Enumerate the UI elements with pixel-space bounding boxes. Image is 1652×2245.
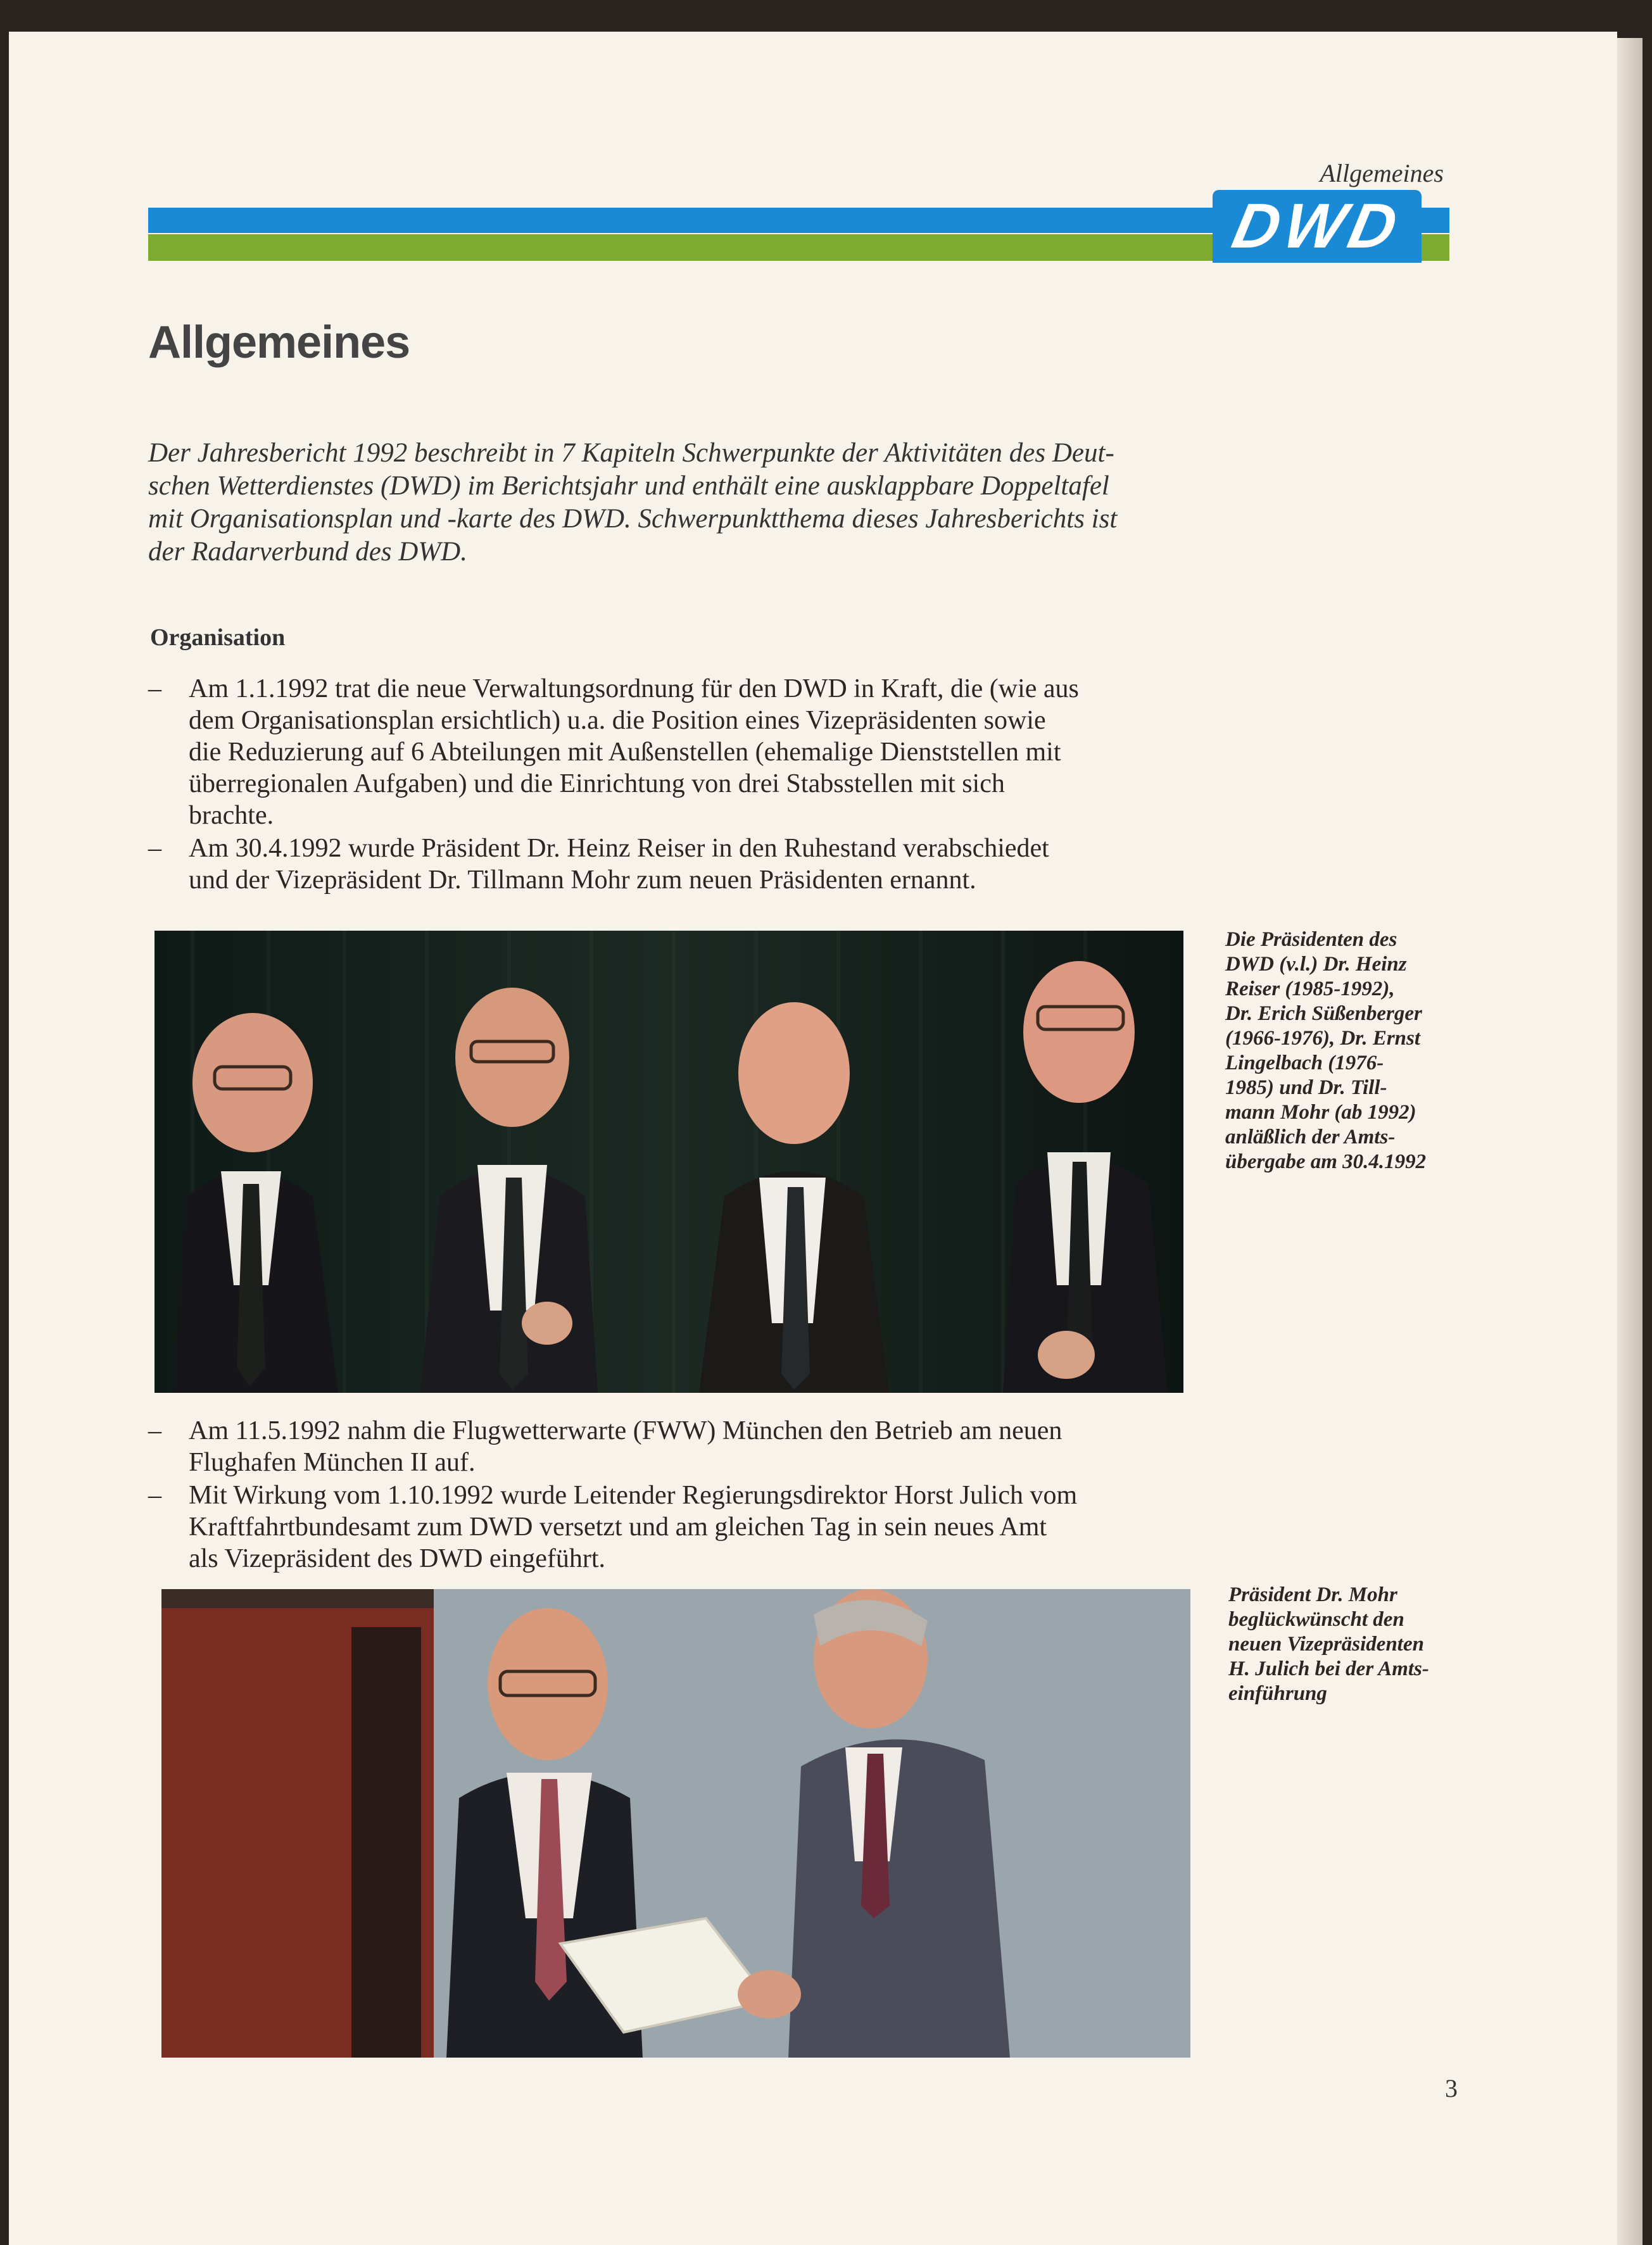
caption-line: Dr. Erich Süßenberger	[1225, 1002, 1422, 1025]
caption-line: 1985) und Dr. Till-	[1225, 1076, 1387, 1099]
dwd-logo-text: DWD	[1226, 191, 1408, 261]
caption-line: einführung	[1228, 1682, 1327, 1705]
list-item-line: Kraftfahrtbundesamt zum DWD versetzt und am gleichen Tag in sein neues Amt	[189, 1512, 1047, 1542]
list-item	[148, 1415, 1187, 1478]
caption-line: H. Julich bei der Amts-	[1228, 1657, 1429, 1680]
section-heading: Organisation	[150, 624, 286, 651]
running-head: Allgemeines	[1320, 159, 1444, 187]
caption-line: übergabe am 30.4.1992	[1225, 1150, 1427, 1173]
list-item-line: dem Organisationsplan ersichtlich) u.a. die Position eines Vizepräsidenten sowie	[189, 706, 1046, 735]
list-item-line: und der Vizepräsident Dr. Tillmann Mohr zum neuen Präsidenten ernannt.	[189, 865, 976, 895]
list-dash: –	[148, 1481, 161, 1510]
list-dash: –	[148, 1416, 161, 1445]
list-item-line: als Vizepräsident des DWD eingeführt.	[189, 1544, 605, 1573]
caption-line: Reiser (1985-1992),	[1225, 978, 1395, 1000]
list-item-line: Am 1.1.1992 trat die neue Verwaltungsordnung für den DWD in Kraft, die (wie aus	[189, 674, 1079, 703]
page-edge	[1617, 38, 1643, 2245]
caption-line: Lingelbach (1976-	[1225, 1052, 1384, 1074]
list-dash: –	[148, 674, 161, 703]
photo-caption-presidents	[1225, 928, 1485, 1174]
caption-line: Präsident Dr. Mohr	[1228, 1583, 1397, 1606]
caption-line: beglückwünscht den	[1228, 1608, 1404, 1631]
list-item	[148, 673, 1187, 831]
organisation-list	[148, 673, 1187, 897]
caption-line: Die Präsidenten des	[1225, 928, 1397, 951]
list-item-line: brachte.	[189, 801, 274, 830]
page-title: Allgemeines	[148, 317, 410, 368]
caption-line: (1966-1976), Dr. Ernst	[1225, 1027, 1421, 1050]
caption-line: mann Mohr (ab 1992)	[1225, 1101, 1416, 1124]
organisation-list-continued	[148, 1415, 1187, 1576]
list-item-line: Flughafen München II auf.	[189, 1448, 476, 1477]
photo-four-presidents	[154, 931, 1183, 1393]
list-item-line: Am 30.4.1992 wurde Präsident Dr. Heinz Reiser in den Ruhestand verabschiedet	[189, 834, 1049, 863]
photo-congratulation	[161, 1589, 1190, 2058]
caption-line: anläßlich der Amts-	[1225, 1126, 1396, 1148]
intro-line: mit Organisationsplan und -karte des DWD. Schwerpunktthema dieses Jahresberichts ist	[148, 504, 1118, 534]
list-dash: –	[148, 834, 161, 863]
intro-line: der Radarverbund des DWD.	[148, 537, 467, 567]
dwd-logo	[1213, 190, 1422, 263]
list-item-line: überregionalen Aufgaben) und die Einrichtung von drei Stabsstellen mit sich	[189, 769, 1005, 798]
intro-line: schen Wetterdienstes (DWD) im Berichtsjahr und enthält eine ausklappbare Doppeltafel	[148, 471, 1109, 501]
caption-line: neuen Vizepräsidenten	[1228, 1633, 1424, 1656]
list-item	[148, 833, 1187, 896]
list-item-line: Am 11.5.1992 nahm die Flugwetterwarte (FWW) München den Betrieb am neuen	[189, 1416, 1062, 1445]
photo-caption-congratulation	[1228, 1583, 1475, 1706]
intro-line: Der Jahresbericht 1992 beschreibt in 7 Kapiteln Schwerpunkte der Aktivitäten des Deut-	[148, 438, 1114, 468]
list-item	[148, 1480, 1187, 1575]
page-number: 3	[1445, 2074, 1458, 2103]
intro-paragraph	[148, 437, 1193, 569]
list-item-line: Mit Wirkung vom 1.10.1992 wurde Leitender Regierungsdirektor Horst Julich vom	[189, 1481, 1078, 1510]
caption-line: DWD (v.l.) Dr. Heinz	[1225, 953, 1407, 976]
list-item-line: die Reduzierung auf 6 Abteilungen mit Außenstellen (ehemalige Dienststellen mit	[189, 738, 1061, 767]
